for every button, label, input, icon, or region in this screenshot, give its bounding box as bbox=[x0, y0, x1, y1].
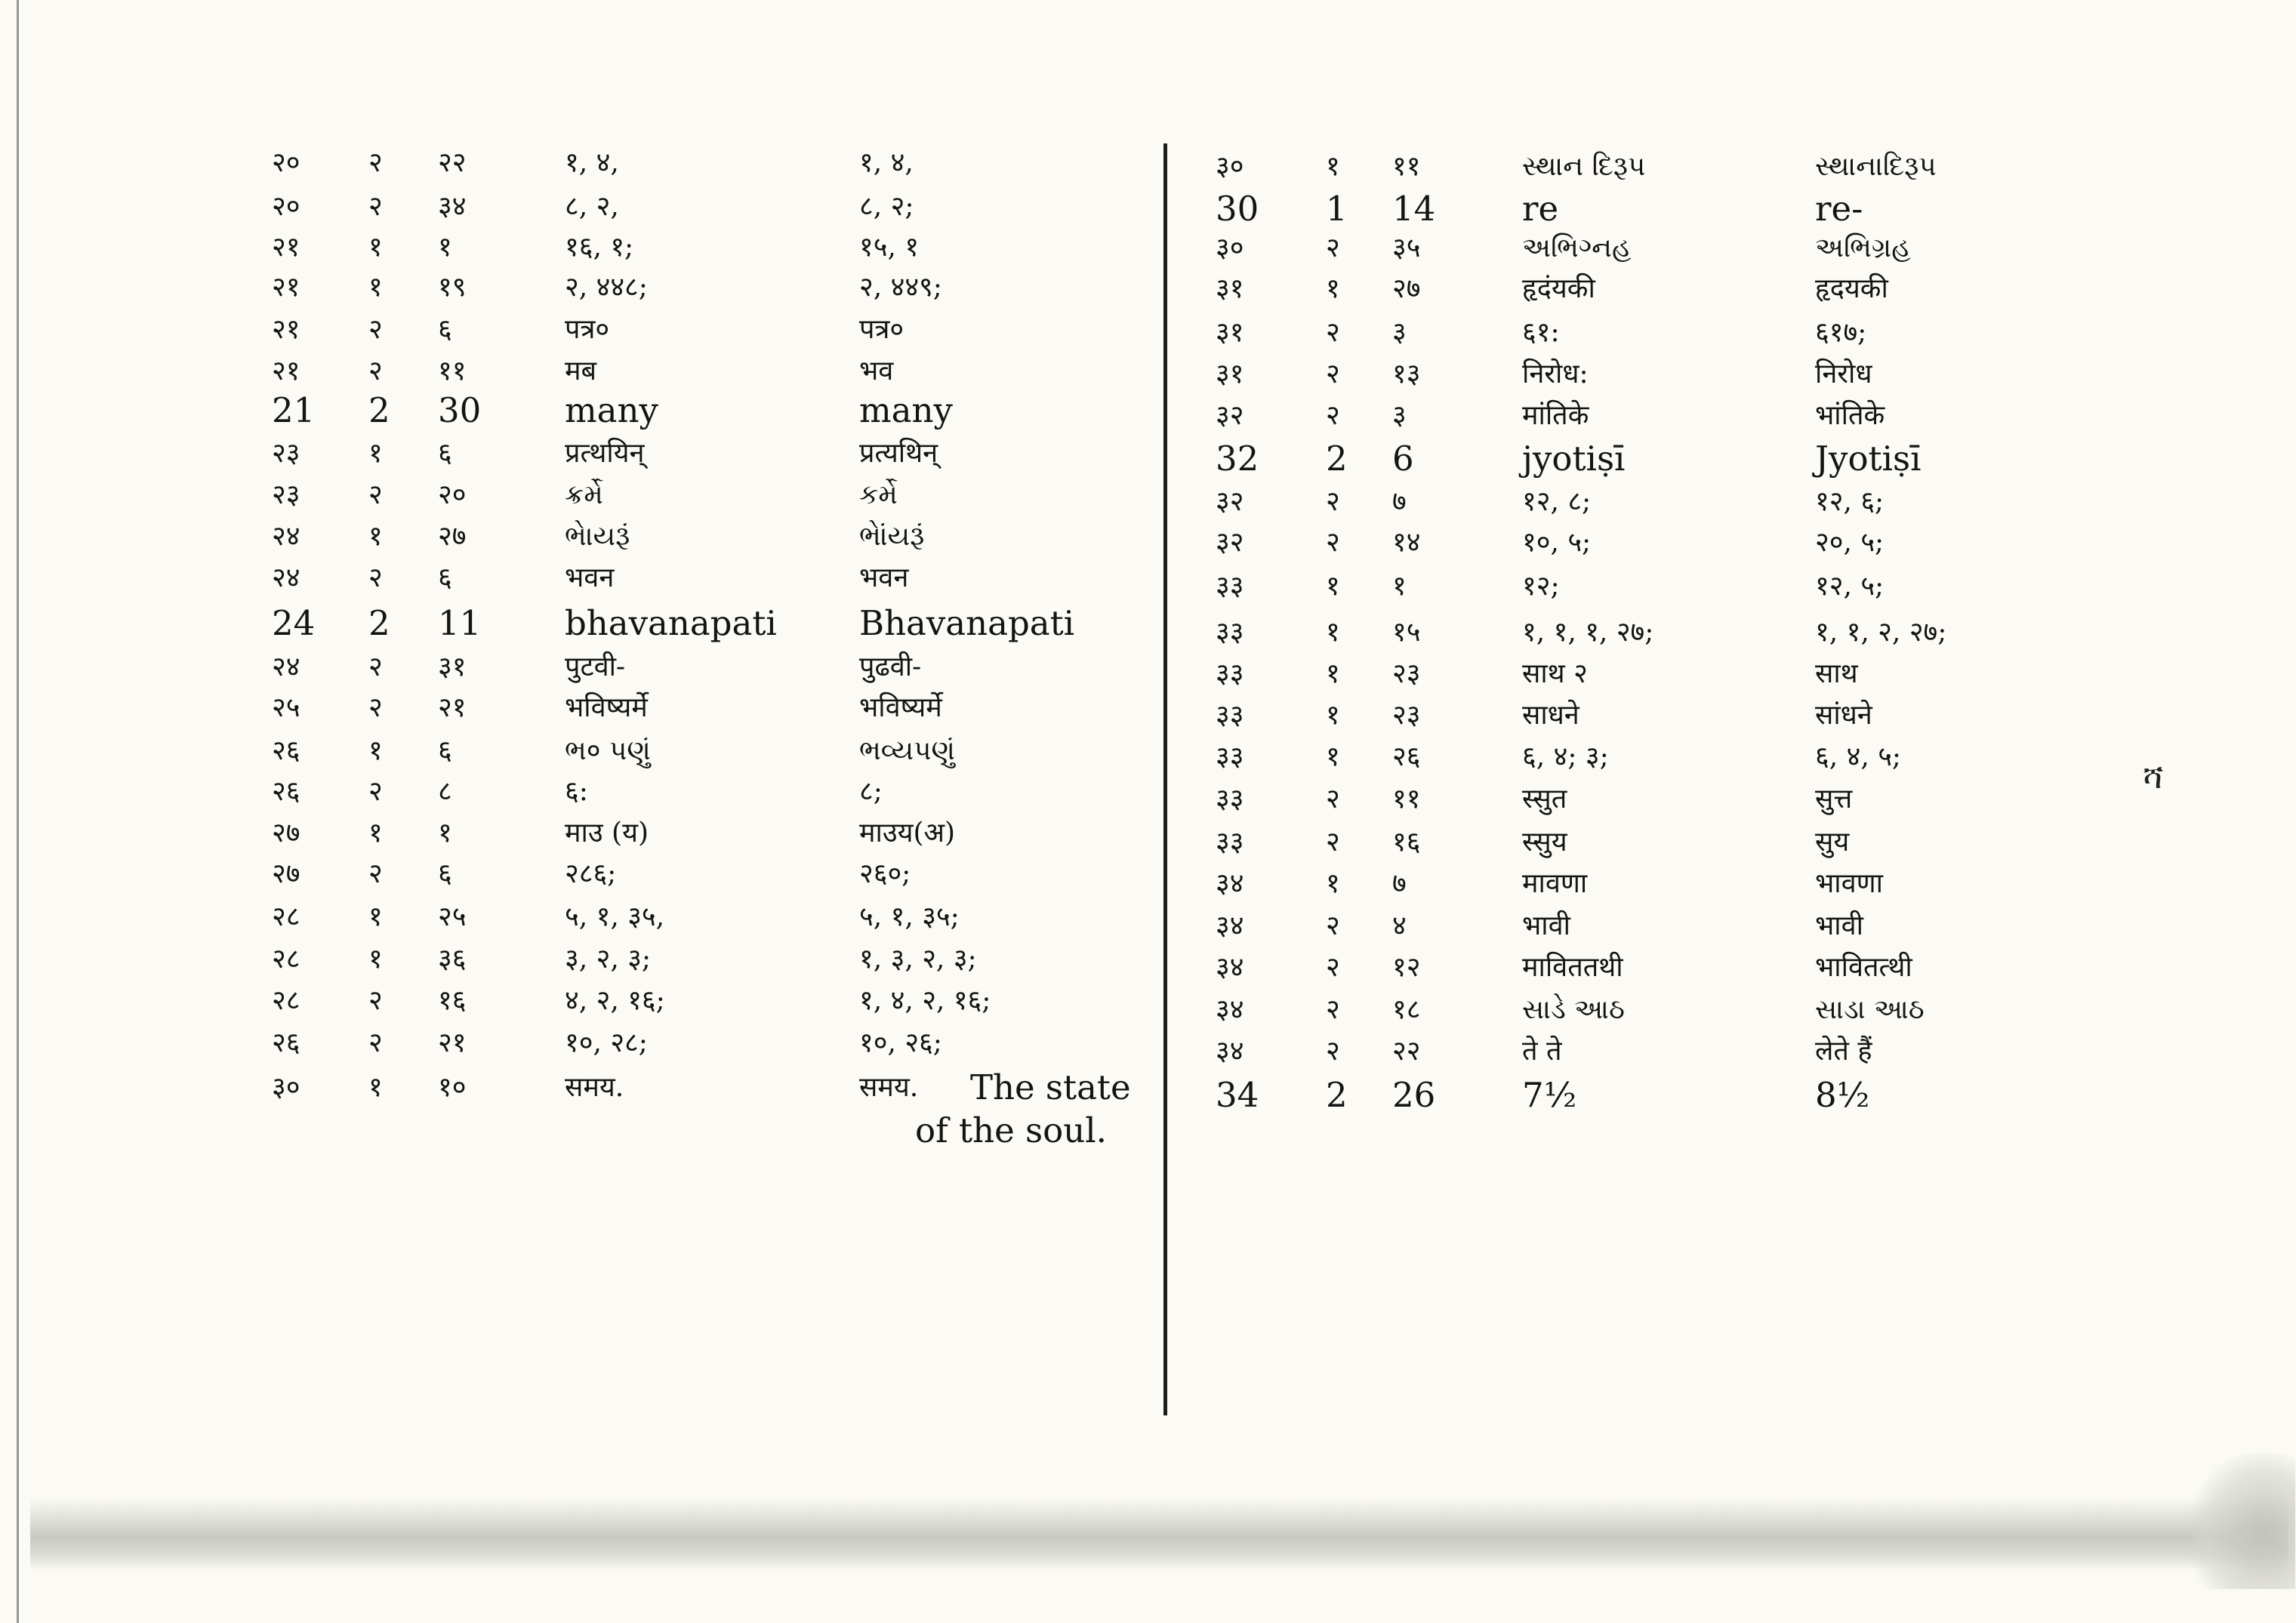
column-number: 2 bbox=[368, 603, 390, 643]
table-row bbox=[1167, 225, 2296, 272]
table-row bbox=[0, 810, 1163, 857]
correction-text: Bhavanapati bbox=[859, 603, 1075, 643]
erratum-text: हृदंयकी bbox=[1522, 273, 1595, 304]
correction-text: સાડા આઠ bbox=[1815, 994, 1925, 1025]
page-number: २३ bbox=[272, 479, 300, 510]
erratum-text: मावणा bbox=[1522, 868, 1588, 899]
correction-text: भावितत्थी bbox=[1815, 952, 1912, 983]
erratum-text: भविष्यर्मे bbox=[565, 692, 648, 723]
line-number: ८ bbox=[438, 776, 452, 807]
page-number: ३३ bbox=[1216, 827, 1244, 858]
column-number: २ bbox=[1326, 994, 1340, 1025]
line-number: १ bbox=[1392, 571, 1407, 602]
column-number: २ bbox=[1326, 233, 1340, 263]
correction-text: 8½ bbox=[1815, 1075, 1870, 1115]
page-number: 24 bbox=[272, 603, 316, 643]
table-row bbox=[1167, 903, 2296, 950]
page-number: 32 bbox=[1216, 439, 1259, 479]
page-number: २८ bbox=[272, 985, 300, 1016]
erratum-text: ६१: bbox=[1522, 317, 1560, 348]
erratum-text: ६, ४; ३; bbox=[1522, 741, 1609, 772]
correction-text: १, ४, २, १६; bbox=[859, 985, 991, 1016]
page-number: ३४ bbox=[1216, 1036, 1244, 1067]
table-row bbox=[1167, 819, 2296, 866]
correction-text: १०, २६; bbox=[859, 1027, 942, 1058]
table-row bbox=[1167, 609, 2296, 656]
erratum-text: १२, ८; bbox=[1522, 486, 1592, 517]
correction-text: पुढवी- bbox=[859, 651, 922, 682]
erratum-text: અભિગ્નહ bbox=[1522, 233, 1632, 263]
page-number: ३४ bbox=[1216, 994, 1244, 1025]
page-number: २६ bbox=[272, 1027, 300, 1058]
column-number: २ bbox=[1326, 527, 1340, 558]
line-number: ३ bbox=[1392, 317, 1407, 348]
table-row bbox=[1167, 1028, 2296, 1075]
column-number: २ bbox=[1326, 359, 1340, 390]
line-number: १६ bbox=[1392, 827, 1421, 858]
table-row bbox=[1167, 944, 2296, 991]
erratum-text: ५, १, ३५, bbox=[565, 901, 665, 932]
erratum-text: स्सुय bbox=[1522, 827, 1567, 858]
table-row bbox=[0, 555, 1163, 602]
erratum-text: समय. bbox=[565, 1072, 624, 1103]
erratum-text: माविततथी bbox=[1522, 952, 1623, 983]
page-number: ३२ bbox=[1216, 400, 1244, 431]
correction-text: १, ४, bbox=[859, 147, 914, 178]
table-row bbox=[0, 140, 1163, 186]
line-number: ६ bbox=[438, 438, 452, 469]
column-number: २ bbox=[368, 479, 383, 510]
table-row bbox=[1167, 861, 2296, 907]
erratum-text: २, ४४८; bbox=[565, 272, 648, 303]
page-number: २४ bbox=[272, 521, 300, 552]
column-number: १ bbox=[368, 521, 383, 552]
page-number: २४ bbox=[272, 651, 300, 682]
correction-text: ८; bbox=[859, 776, 883, 807]
line-number: १ bbox=[438, 818, 452, 848]
correction-text: અભિગ્રહ bbox=[1815, 233, 1911, 263]
column-number: १ bbox=[1326, 700, 1340, 731]
page-number: २६ bbox=[272, 776, 300, 807]
correction-text: १२, ६; bbox=[1815, 486, 1885, 517]
erratum-text: bhavanapati bbox=[565, 603, 777, 643]
line-number: 26 bbox=[1392, 1075, 1436, 1115]
erratum-text: ६: bbox=[565, 776, 588, 807]
erratum-text: भावी bbox=[1522, 910, 1570, 941]
table-row bbox=[1167, 393, 2296, 439]
page-number: ३४ bbox=[1216, 952, 1244, 983]
line-number: १२ bbox=[1392, 952, 1421, 983]
erratum-text: साधने bbox=[1522, 700, 1579, 731]
table-row bbox=[1167, 651, 2296, 698]
page-number: 30 bbox=[1216, 189, 1259, 229]
correction-text: ભવ્યપણું bbox=[859, 735, 955, 766]
line-number: २२ bbox=[1392, 1036, 1421, 1067]
table-row bbox=[1167, 479, 2296, 525]
table-row bbox=[1167, 266, 2296, 313]
page-number: ३३ bbox=[1216, 571, 1244, 602]
column-number: 2 bbox=[368, 390, 390, 430]
column-number: २ bbox=[368, 651, 383, 682]
erratum-text: સાડે આઠ bbox=[1522, 994, 1625, 1025]
line-number: ३६ bbox=[438, 944, 467, 975]
correction-text: प्रत्यथिन् bbox=[859, 438, 938, 469]
column-number: २ bbox=[368, 356, 383, 387]
line-number: १८ bbox=[1392, 994, 1421, 1025]
page-number: २० bbox=[272, 191, 300, 222]
correction-text: ५, १, ३५; bbox=[859, 901, 960, 932]
correction-text: કર્મે bbox=[859, 479, 898, 510]
page-number: २० bbox=[272, 147, 300, 178]
erratum-text: jyotiṣī bbox=[1522, 439, 1626, 479]
erratum-text: पुटवी- bbox=[565, 651, 626, 682]
table-row bbox=[1167, 692, 2296, 739]
line-number: ३४ bbox=[438, 191, 467, 222]
line-number: २५ bbox=[438, 901, 467, 932]
line-number: 14 bbox=[1392, 189, 1436, 229]
table-row bbox=[0, 600, 1163, 647]
page-number: ३४ bbox=[1216, 910, 1244, 941]
page-number: 34 bbox=[1216, 1075, 1259, 1115]
line-number: ३१ bbox=[438, 651, 467, 682]
table-row bbox=[1167, 436, 2296, 482]
page-number: २१ bbox=[272, 272, 300, 303]
line-number: १५ bbox=[1392, 617, 1421, 648]
table-row bbox=[0, 264, 1163, 311]
line-number: ६ bbox=[438, 562, 452, 593]
column-number: 1 bbox=[1326, 189, 1348, 229]
column-number: १ bbox=[1326, 868, 1340, 899]
line-number: २० bbox=[438, 479, 467, 510]
erratum-text: पत्र० bbox=[565, 314, 610, 345]
column-number: १ bbox=[368, 1072, 383, 1103]
correction-text: भविष्यर्मे bbox=[859, 692, 942, 723]
correction-gloss: The state bbox=[970, 1067, 1131, 1107]
column-number: २ bbox=[368, 562, 383, 593]
erratum-text: माउ (य) bbox=[565, 818, 649, 848]
correction-text: २, ४४९; bbox=[859, 272, 942, 303]
correction-text: भव bbox=[859, 356, 894, 387]
erratum-text: ते ते bbox=[1522, 1036, 1562, 1067]
erratum-text: 7½ bbox=[1522, 1075, 1577, 1115]
page-number: 21 bbox=[272, 390, 316, 430]
correction-text: many bbox=[859, 390, 953, 430]
page-number: २३ bbox=[272, 438, 300, 469]
correction-text: સ્થાનાદિરૂપ bbox=[1815, 151, 1937, 182]
table-row bbox=[0, 936, 1163, 983]
line-number: १३ bbox=[1392, 359, 1421, 390]
column-number: २ bbox=[368, 314, 383, 345]
line-number: २३ bbox=[1392, 700, 1421, 731]
correction-text: Jyotiṣī bbox=[1815, 439, 1922, 479]
erratum-text: १०, ५; bbox=[1522, 527, 1592, 558]
correction-text: लेते हैं bbox=[1815, 1036, 1872, 1067]
line-number: २१ bbox=[438, 1027, 467, 1058]
line-number: ३ bbox=[1392, 400, 1407, 431]
column-number: १ bbox=[368, 944, 383, 975]
column-number: 2 bbox=[1326, 1075, 1348, 1115]
errata-table-right bbox=[1167, 0, 2296, 1623]
table-row bbox=[0, 685, 1163, 731]
table-row bbox=[1167, 776, 2296, 823]
table-row bbox=[0, 306, 1163, 353]
line-number: ७ bbox=[1392, 486, 1407, 517]
page-number: ३१ bbox=[1216, 317, 1244, 348]
line-number: 6 bbox=[1392, 439, 1414, 479]
table-row bbox=[0, 183, 1163, 230]
column-number: २ bbox=[368, 858, 383, 889]
line-number: ६ bbox=[438, 314, 452, 345]
table-row bbox=[0, 1020, 1163, 1067]
erratum-text: ८, २, bbox=[565, 191, 619, 222]
page-number: २४ bbox=[272, 562, 300, 593]
correction-text: भावी bbox=[1815, 910, 1863, 941]
column-number: १ bbox=[1326, 273, 1340, 304]
erratum-text: १२; bbox=[1522, 571, 1560, 602]
erratum-text: ભેાયરૂં bbox=[565, 521, 630, 552]
page-number: २८ bbox=[272, 901, 300, 932]
correction-text: ८, २; bbox=[859, 191, 914, 222]
table-row bbox=[0, 472, 1163, 519]
erratum-text: मांतिके bbox=[1522, 400, 1589, 431]
correction-text: ६१७; bbox=[1815, 317, 1867, 348]
table-row bbox=[1167, 143, 2296, 190]
erratum-text: સ્થાન દિરૂપ bbox=[1522, 151, 1646, 182]
page-number: ३३ bbox=[1216, 658, 1244, 689]
column-number: २ bbox=[368, 776, 383, 807]
column-number: २ bbox=[368, 1027, 383, 1058]
erratum-text: many bbox=[565, 390, 658, 430]
column-number: १ bbox=[368, 818, 383, 848]
line-number: ११ bbox=[1392, 151, 1421, 182]
correction-text: २०, ५; bbox=[1815, 527, 1885, 558]
column-number: २ bbox=[368, 692, 383, 723]
line-number: २६ bbox=[1392, 741, 1421, 772]
table-row bbox=[0, 768, 1163, 815]
page-number: २१ bbox=[272, 232, 300, 263]
page-number: ३० bbox=[272, 1072, 300, 1103]
page-number: २६ bbox=[272, 735, 300, 766]
table-row bbox=[0, 894, 1163, 941]
table-row bbox=[0, 430, 1163, 477]
erratum-text: भवन bbox=[565, 562, 615, 593]
page-number: ३३ bbox=[1216, 617, 1244, 648]
table-row bbox=[0, 513, 1163, 560]
erratum-text: re bbox=[1522, 189, 1559, 229]
column-number: १ bbox=[368, 901, 383, 932]
line-number: २७ bbox=[1392, 273, 1421, 304]
page-number: २१ bbox=[272, 356, 300, 387]
erratum-text: ३, २, ३; bbox=[565, 944, 652, 975]
correction-text: हृदयकी bbox=[1815, 273, 1888, 304]
correction-text: भांतिके bbox=[1815, 400, 1885, 431]
line-number: २२ bbox=[438, 147, 467, 178]
page-number: ३४ bbox=[1216, 868, 1244, 899]
erratum-text: १०, २८; bbox=[565, 1027, 648, 1058]
erratum-text: १, ४, bbox=[565, 147, 619, 178]
line-number: ११ bbox=[438, 356, 467, 387]
column-number: १ bbox=[1326, 617, 1340, 648]
table-row bbox=[1167, 734, 2296, 781]
correction-text: १, ३, २, ३; bbox=[859, 944, 977, 975]
column-number: २ bbox=[368, 147, 383, 178]
table-row bbox=[1167, 1072, 2296, 1119]
correction-text: १२, ५; bbox=[1815, 571, 1885, 602]
line-number: २१ bbox=[438, 692, 467, 723]
correction-text: १, १, २, २७; bbox=[1815, 617, 1947, 648]
column-number: २ bbox=[1326, 317, 1340, 348]
table-row bbox=[0, 387, 1163, 434]
column-number: १ bbox=[1326, 151, 1340, 182]
column-number: २ bbox=[368, 985, 383, 1016]
table-row bbox=[0, 978, 1163, 1024]
page-number: २७ bbox=[272, 858, 300, 889]
column-number: 2 bbox=[1326, 439, 1348, 479]
column-number: २ bbox=[1326, 1036, 1340, 1067]
correction-text: समय. bbox=[859, 1072, 919, 1103]
margin-mark: ሻ bbox=[2143, 758, 2164, 796]
line-number: १९ bbox=[438, 272, 467, 303]
column-number: २ bbox=[1326, 827, 1340, 858]
table-row bbox=[0, 1064, 1163, 1111]
table-row bbox=[0, 644, 1163, 691]
line-number: ३५ bbox=[1392, 233, 1421, 263]
line-number: ४ bbox=[1392, 910, 1407, 941]
table-row bbox=[0, 851, 1163, 898]
page-number: ३० bbox=[1216, 233, 1244, 263]
page-number: २१ bbox=[272, 314, 300, 345]
table-row bbox=[0, 728, 1163, 775]
table-row bbox=[1167, 310, 2296, 356]
line-number: ६ bbox=[438, 735, 452, 766]
line-number: १४ bbox=[1392, 527, 1421, 558]
page-number: ३१ bbox=[1216, 359, 1244, 390]
erratum-text: प्रत्थयिन् bbox=[565, 438, 645, 469]
column-number: १ bbox=[368, 438, 383, 469]
line-number: 30 bbox=[438, 390, 482, 430]
line-number: ६ bbox=[438, 858, 452, 889]
correction-text: re- bbox=[1815, 189, 1863, 229]
correction-text: साथ bbox=[1815, 658, 1858, 689]
page-number: ३३ bbox=[1216, 784, 1244, 815]
line-number: ११ bbox=[1392, 784, 1421, 815]
page-number: ३३ bbox=[1216, 700, 1244, 731]
page-number: ३० bbox=[1216, 151, 1244, 182]
column-number: १ bbox=[1326, 571, 1340, 602]
table-row bbox=[1167, 563, 2296, 610]
column-number: १ bbox=[1326, 658, 1340, 689]
correction-text: निरोध bbox=[1815, 359, 1872, 390]
correction-gloss-continuation: of the soul. bbox=[915, 1110, 1107, 1150]
erratum-text: स्सुत bbox=[1522, 784, 1567, 815]
erratum-text: ક્રર્મે bbox=[565, 479, 603, 510]
column-number: १ bbox=[368, 232, 383, 263]
line-number: ७ bbox=[1392, 868, 1407, 899]
line-number: १६ bbox=[438, 985, 467, 1016]
erratum-text: मब bbox=[565, 356, 597, 387]
erratum-text: निरोध: bbox=[1522, 359, 1589, 390]
erratum-text: २८६; bbox=[565, 858, 617, 889]
correction-text: २६०; bbox=[859, 858, 911, 889]
column-number: २ bbox=[1326, 784, 1340, 815]
correction-text: भवन bbox=[859, 562, 909, 593]
page-number: ३१ bbox=[1216, 273, 1244, 304]
line-number: १० bbox=[438, 1072, 467, 1103]
column-number: २ bbox=[1326, 910, 1340, 941]
column-number: १ bbox=[368, 272, 383, 303]
column-number: १ bbox=[368, 735, 383, 766]
erratum-text: १, १, १, २७; bbox=[1522, 617, 1654, 648]
erratum-text: साथ २ bbox=[1522, 658, 1588, 689]
page-number: ३२ bbox=[1216, 486, 1244, 517]
line-number: २३ bbox=[1392, 658, 1421, 689]
column-number: २ bbox=[368, 191, 383, 222]
table-row bbox=[1167, 351, 2296, 398]
erratum-text: १६, १; bbox=[565, 232, 634, 263]
page-number: ३२ bbox=[1216, 527, 1244, 558]
line-number: २७ bbox=[438, 521, 467, 552]
line-number: १ bbox=[438, 232, 452, 263]
erratum-text: ४, २, १६; bbox=[565, 985, 665, 1016]
column-number: १ bbox=[1326, 741, 1340, 772]
column-number: २ bbox=[1326, 400, 1340, 431]
correction-text: १५, १ bbox=[859, 232, 920, 263]
page-number: २७ bbox=[272, 818, 300, 848]
erratum-text: ભ० પણું bbox=[565, 735, 651, 766]
line-number: 11 bbox=[438, 603, 482, 643]
column-number: २ bbox=[1326, 486, 1340, 517]
table-row bbox=[1167, 519, 2296, 566]
column-number: २ bbox=[1326, 952, 1340, 983]
page-number: ३३ bbox=[1216, 741, 1244, 772]
correction-text: माउय(अ) bbox=[859, 818, 956, 848]
page-number: २५ bbox=[272, 692, 300, 723]
page-number: २८ bbox=[272, 944, 300, 975]
table-row bbox=[1167, 987, 2296, 1033]
correction-text: सुय bbox=[1815, 827, 1850, 858]
correction-text: पत्र० bbox=[859, 314, 905, 345]
correction-text: भावणा bbox=[1815, 868, 1884, 899]
correction-text: ६, ४, ५; bbox=[1815, 741, 1902, 772]
correction-text: सुत्त bbox=[1815, 784, 1853, 815]
correction-text: ભેાંયરૂં bbox=[859, 521, 925, 552]
correction-text: सांधने bbox=[1815, 700, 1872, 731]
